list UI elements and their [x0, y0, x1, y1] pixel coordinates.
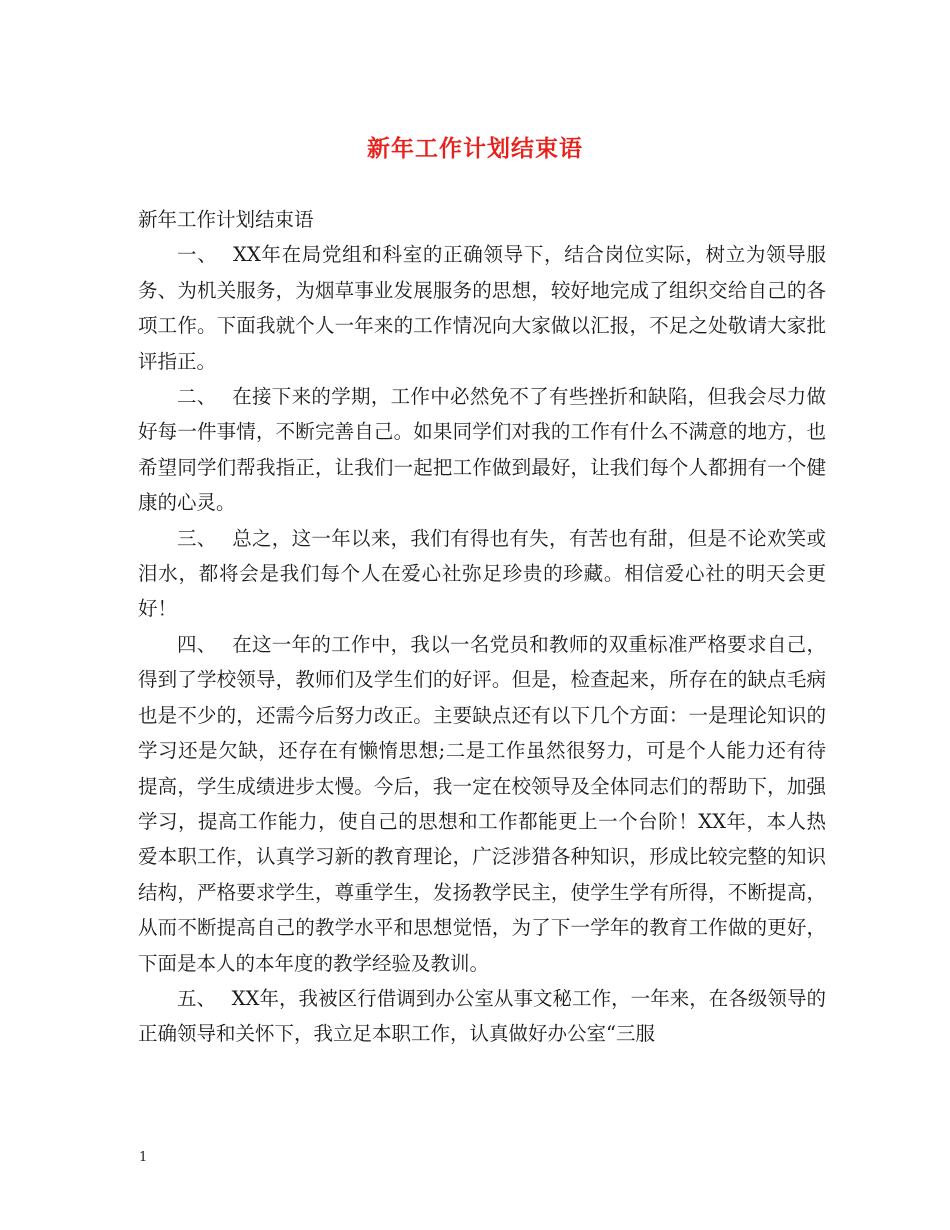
paragraph-number: 四、	[177, 632, 217, 656]
paragraph-text: XX年，我被区行借调到办公室从事文秘工作，一年来，在各级领导的正确领导和关怀下，我立足本职工作，认真做好办公室“三服	[138, 986, 826, 1046]
paragraph-3	[138, 521, 826, 627]
paragraph-1	[138, 237, 826, 379]
paragraph-number: 三、	[177, 526, 217, 550]
paragraph-number: 二、	[177, 385, 217, 409]
document-body	[138, 202, 826, 1052]
paragraph-number: 一、	[177, 243, 218, 267]
page-number: 1	[139, 1150, 148, 1165]
paragraph-text: 在接下来的学期，工作中必然免不了有些挫折和缺陷，但我会尽力做好每一件事情，不断完善自己。如果同学们对我的工作有什么不满意的地方，也希望同学们帮我指正，让我们一起把工作做到最好，让我们每个人都拥有一个健康的心灵。	[138, 385, 826, 515]
paragraph-5	[138, 981, 826, 1052]
paragraph-number: 五、	[177, 986, 217, 1010]
paragraph-text: XX年在局党组和科室的正确领导下，结合岗位实际，树立为领导服务、为机关服务，为烟草事业发展服务的思想，较好地完成了组织交给自己的各项工作。下面我就个人一年来的工作情况向大家做以汇报，不足之处敬请大家批评指正。	[138, 243, 826, 373]
paragraph-2	[138, 379, 826, 521]
document-title: 新年工作计划结束语	[367, 135, 583, 162]
document-subtitle: 新年工作计划结束语	[138, 208, 314, 231]
paragraph-text: 总之，这一年以来，我们有得也有失，有苦也有甜，但是不论欢笑或泪水，都将会是我们每个人在爱心社弥足珍贵的珍藏。相信爱心社的明天会更好！	[138, 526, 826, 621]
paragraph-text: 在这一年的工作中，我以一名党员和教师的双重标准严格要求自己，得到了学校领导，教师们及学生们的好评。但是，检查起来，所存在的缺点毛病也是不少的，还需今后努力改正。主要缺点还有以下几个方面：一是理论知识的学习还是欠缺，还存在有懒惰思想;二是工作虽然很努力，可是个人能力还有待提高，学生成绩进步太慢。今后，我一定在校领导及全体同志们的帮助下，加强学习，提高工作能力，使自己的思想和工作都能更上一个台阶！XX年，本人热爱本职工作，认真学习新的教育理论，广泛涉猎各种知识，形成比较完整的知识结构，严格要求学生，尊重学生，发扬教学民主，使学生学有所得，不断提高，从而不断提高自己的教学水平和思想觉悟，为了下一学年的教育工作做的更好，下面是本人的本年度的教学经验及教训。	[138, 632, 826, 975]
paragraph-4	[138, 627, 826, 981]
